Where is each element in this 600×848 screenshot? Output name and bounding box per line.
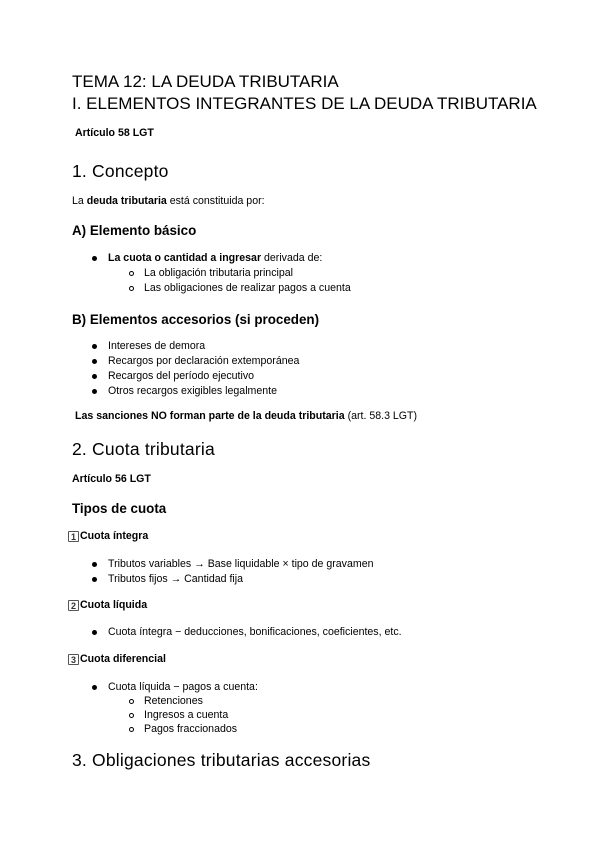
bullet-icon	[92, 344, 97, 349]
bullet-icon	[92, 630, 97, 635]
bullet-icon	[92, 359, 97, 364]
sub-list-item: Las obligaciones de realizar pagos a cuenta	[129, 282, 351, 294]
circle-bullet-icon	[129, 286, 134, 291]
section-1-heading: 1. Concepto	[72, 161, 169, 181]
list-item: Intereses de demora	[92, 340, 205, 352]
article-ref-56: Artículo 56 LGT	[72, 473, 151, 485]
section-2-heading: 2. Cuota tributaria	[72, 439, 215, 459]
concept-intro: La deuda tributaria está constituida por:	[72, 195, 265, 207]
list-item: Recargos por declaración extemporánea	[92, 355, 299, 367]
list-item: La cuota o cantidad a ingresar derivada de:	[92, 252, 322, 264]
keycap-number-icon: 3	[68, 654, 79, 665]
bullet-icon	[92, 562, 97, 567]
list-item: Recargos del período ejecutivo	[92, 370, 254, 382]
cuota-diferencial-heading: 3 Cuota diferencial	[68, 653, 166, 665]
circle-bullet-icon	[129, 699, 134, 704]
keycap-number-icon: 1	[68, 531, 79, 542]
cuota-liquida-heading: 2 Cuota líquida	[68, 599, 147, 611]
list-item: Tributos variables → Base liquidable × tipo de gravamen	[92, 558, 373, 570]
circle-bullet-icon	[129, 271, 134, 276]
sub-list-item: La obligación tributaria principal	[129, 267, 293, 279]
list-item: Tributos fijos → Cantidad fija	[92, 573, 243, 585]
article-ref-58: Artículo 58 LGT	[75, 127, 154, 139]
doc-title-line2: I. ELEMENTOS INTEGRANTES DE LA DEUDA TRIBUTARIA	[72, 94, 537, 113]
bullet-icon	[92, 685, 97, 690]
sub-list-item: Pagos fraccionados	[129, 723, 237, 735]
subsection-a-heading: A) Elemento básico	[72, 223, 197, 238]
cuota-integra-heading: 1 Cuota íntegra	[68, 530, 148, 542]
bullet-icon	[92, 389, 97, 394]
list-item: Cuota líquida − pagos a cuenta:	[92, 681, 258, 693]
sub-list-item: Ingresos a cuenta	[129, 709, 228, 721]
list-item: Cuota íntegra − deducciones, bonificaciones, coeficientes, etc.	[92, 626, 402, 638]
sub-list-item: Retenciones	[129, 695, 203, 707]
doc-title-line1: TEMA 12: LA DEUDA TRIBUTARIA	[72, 72, 339, 91]
bullet-icon	[92, 256, 97, 261]
sanctions-note: Las sanciones NO forman parte de la deuda tributaria (art. 58.3 LGT)	[75, 410, 418, 422]
list-item: Otros recargos exigibles legalmente	[92, 385, 277, 397]
quota-types-heading: Tipos de cuota	[72, 501, 167, 516]
circle-bullet-icon	[129, 727, 134, 732]
keycap-number-icon: 2	[68, 600, 79, 611]
circle-bullet-icon	[129, 713, 134, 718]
section-3-heading: 3. Obligaciones tributarias accesorias	[72, 750, 371, 770]
bullet-icon	[92, 577, 97, 582]
subsection-b-heading: B) Elementos accesorios (si proceden)	[72, 312, 320, 327]
bullet-icon	[92, 374, 97, 379]
